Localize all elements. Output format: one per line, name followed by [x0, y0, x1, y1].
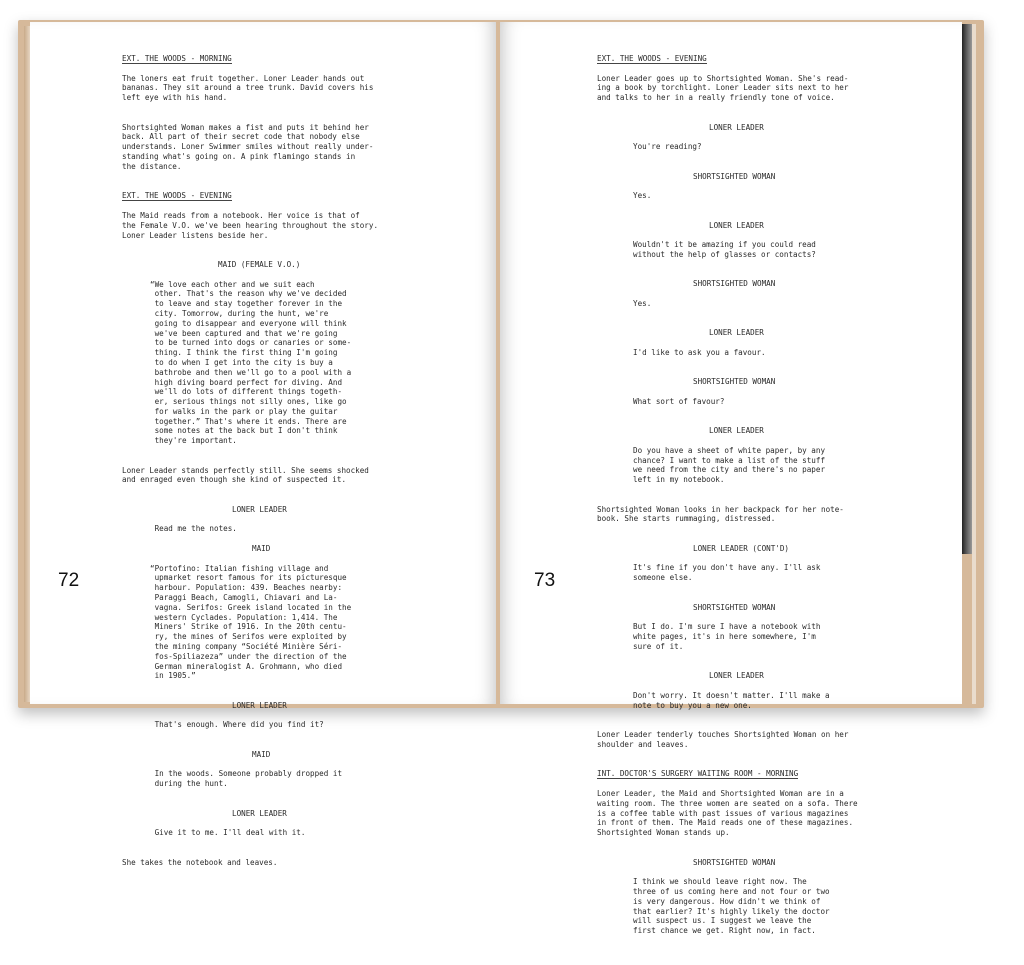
dialogue: Don't worry. It doesn't matter. I'll make a note to buy you a new one. — [633, 690, 830, 710]
dialogue: “We love each other and we suit each other. That's the reason why we've decided to leave and stay together forever in the city. Tomorrow, during the hunt, we're going to disappear and everyone will think we've been captured and that we're going to be turned into dogs or canaries or some- thing. I think the first thing I'm going to do when I get into the city is buy a bathrobe and then we'll go to a pool with a high diving board perfect for diving. And we'll do lots of different things togeth- er, serious things not silly ones, like go for walks in the park or play the guitar together.” That's where it ends. There are some notes at the back but I don't think they're important. — [150, 279, 352, 446]
right-page-edge-light — [972, 24, 976, 704]
character-name: LONER LEADER — [232, 504, 287, 514]
character-name: SHORTSIGHTED WOMAN — [693, 171, 776, 181]
character-name: LONER LEADER — [232, 700, 287, 710]
dialogue: Yes. — [633, 298, 652, 308]
page-number: 72 — [58, 570, 80, 591]
dialogue: That's enough. Where did you find it? — [150, 720, 324, 730]
character-name: MAID — [252, 544, 271, 554]
dialogue: Give it to me. I'll deal with it. — [150, 828, 306, 838]
action-text: Loner Leader, the Maid and Shortsighted Woman are in a waiting room. The three women are seated on a sofa. There is a coffee table with past issues of various magazines in front of them. The Maid reads one of these magazines. Shortsighted Woman stands up. — [597, 788, 858, 838]
character-name: MAID (FEMALE V.O.) — [218, 259, 301, 269]
dialogue: Wouldn't it be amazing if you could read without the help of glasses or contacts? — [633, 240, 816, 259]
character-name: LONER LEADER — [709, 671, 764, 681]
action-text: Shortsighted Woman makes a fist and puts it behind her back. All part of their secret code that nobody else understands. Loner Swimmer smiles without really under- standing what's going on. A pink flamingo stands in the distance. — [122, 122, 374, 171]
right-page — [500, 22, 962, 936]
dialogue: It's fine if you don't have any. I'll ask someone else. — [633, 563, 821, 583]
page-number: 73 — [534, 570, 556, 591]
scene-heading: INT. DOCTOR'S SURGERY WAITING ROOM - MORNING — [597, 769, 799, 779]
scene-heading: EXT. THE WOODS - MORNING — [122, 53, 232, 63]
action-text: Loner Leader goes up to Shortsighted Woman. She's read- ing a book by torchlight. Loner Leader sits next to her and talks to her in a really friendly tone of voice. — [597, 73, 849, 103]
character-name: SHORTSIGHTED WOMAN — [693, 279, 776, 289]
character-name: SHORTSIGHTED WOMAN — [693, 377, 776, 387]
character-name: MAID — [252, 749, 271, 759]
action-text: Shortsighted Woman looks in her backpack for her note- book. She starts rummaging, distressed. — [597, 504, 844, 524]
dialogue: I think we should leave right now. The three of us coming here and not four or two is very dangerous. How didn't we think of that earlier? It's highly likely the doctor will suspect us. I suggest we leave the first chance we get. Right now, in fact. — [633, 877, 830, 936]
character-name: LONER LEADER — [709, 426, 764, 436]
action-text: Loner Leader tenderly touches Shortsighted Woman on her shoulder and leaves. — [597, 729, 849, 749]
character-name: LONER LEADER — [709, 122, 764, 132]
left-page — [30, 22, 496, 867]
action-text: She takes the notebook and leaves. — [122, 857, 278, 867]
dialogue: But I do. I'm sure I have a notebook with white pages, it's in here somewhere, I'm sure of it. — [633, 622, 821, 651]
dialogue: Read me the notes. — [150, 524, 237, 534]
right-page-edge-dark — [962, 24, 972, 554]
character-name: LONER LEADER — [709, 220, 764, 230]
dialogue: Do you have a sheet of white paper, by any chance? I want to make a list of the stuff we need from the city and there's no paper left in my notebook. — [633, 445, 826, 485]
right-page-text — [597, 44, 858, 965]
dialogue: In the woods. Someone probably dropped it during the hunt. — [154, 769, 343, 789]
character-name: LONER LEADER (CONT'D) — [693, 543, 790, 553]
action-text: The loners eat fruit together. Loner Leader hands out bananas. They sit around a tree trunk. David covers his left eye with his hand. — [122, 73, 374, 103]
scene-heading: EXT. THE WOODS - EVENING — [122, 191, 232, 201]
dialogue: You're reading? — [633, 142, 702, 152]
dialogue: “Portofino: Italian fishing village and upmarket resort famous for its picturesque harbour. Population: 439. Beaches nearby: Paraggi Beach, Camogli, Chiavari and La- vagna. Serifos: Greek island located in the western Cyclades. Population: 1,414. The Miners' Strike of 1916. In the 20th centu- ry, the mines of Serifos were exploited by the mining company “Société Minière Séri- fos-Spiliazeza” under the direction of the German mineralogist A. Grohmann, who died in 1905.” — [150, 563, 352, 681]
character-name: LONER LEADER — [709, 328, 764, 338]
character-name: SHORTSIGHTED WOMAN — [693, 857, 776, 867]
dialogue: I'd like to ask you a favour. — [633, 347, 766, 357]
left-page-text — [122, 44, 378, 897]
character-name: SHORTSIGHTED WOMAN — [693, 602, 776, 612]
scene-heading: EXT. THE WOODS - EVENING — [597, 53, 707, 63]
dialogue: What sort of favour? — [633, 396, 725, 406]
action-text: Loner Leader stands perfectly still. She seems shocked and enraged even though she kind of suspected it. — [122, 465, 369, 485]
character-name: LONER LEADER — [232, 808, 287, 818]
action-text: The Maid reads from a notebook. Her voice is that of the Female V.O. we've been hearing throughout the story. Loner Leader listens beside her. — [122, 210, 379, 240]
dialogue: Yes. — [633, 191, 652, 201]
